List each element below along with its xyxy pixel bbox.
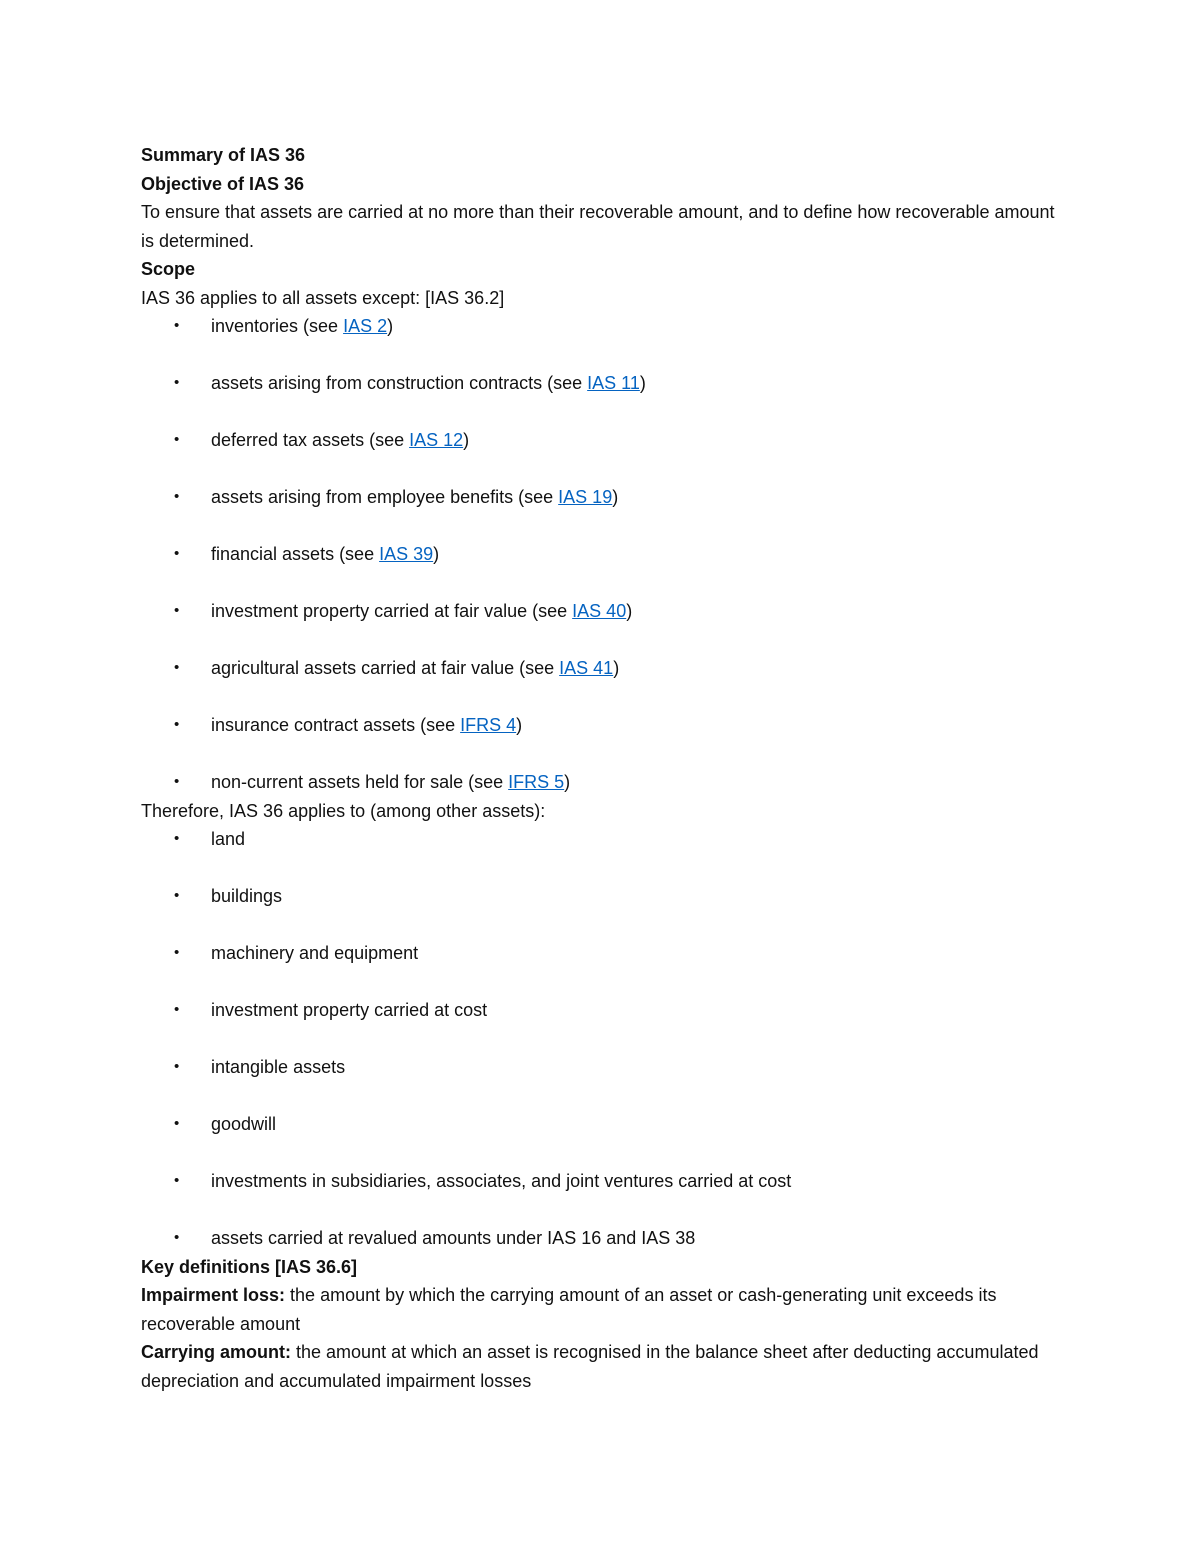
carrying-term: Carrying amount: (141, 1342, 292, 1362)
definitions-heading: Key definitions [IAS 36.6] (141, 1256, 358, 1277)
list-item (141, 1224, 1061, 1253)
objective-text: To ensure that assets are carried at no more than their recoverable amount, and to define how recoverable amount is determined. (141, 202, 1055, 251)
bullet-icon: • (174, 830, 180, 847)
carrying-definition (141, 1338, 1061, 1395)
ias-19-link[interactable]: IAS 19 (558, 487, 613, 507)
ifrs-5-link[interactable]: IFRS 5 (508, 772, 565, 792)
bullet-icon: • (174, 317, 180, 334)
list-item (141, 996, 1061, 1025)
paren-close: ) (433, 544, 440, 564)
list-item (141, 483, 1061, 512)
list-item (141, 597, 1061, 626)
paren-close: ) (516, 715, 523, 735)
list-item (141, 369, 1061, 398)
paren-close: ) (626, 601, 633, 621)
bullet-icon: • (174, 944, 180, 961)
bullet-icon: • (174, 659, 180, 676)
list-item-text: deferred tax assets (see (211, 430, 410, 450)
impairment-definition (141, 1281, 1061, 1338)
list-item (141, 768, 1061, 797)
list-item-text: intangible assets (211, 1057, 346, 1077)
list-item-text: investment property carried at fair value (see (211, 601, 573, 621)
list-item-text: investment property carried at cost (211, 1000, 488, 1020)
exceptions-list (141, 312, 1061, 797)
bullet-icon: • (174, 488, 180, 505)
bullet-icon: • (174, 431, 180, 448)
list-item-text: agricultural assets carried at fair value (see (211, 658, 560, 678)
ifrs-4-link[interactable]: IFRS 4 (460, 715, 517, 735)
ias-39-link[interactable]: IAS 39 (379, 544, 434, 564)
list-item-text: financial assets (see (211, 544, 380, 564)
bullet-icon: • (174, 887, 180, 904)
paren-close: ) (463, 430, 470, 450)
objective-heading: Objective of IAS 36 (141, 173, 305, 194)
paren-close: ) (613, 658, 620, 678)
list-item-text: non-current assets held for sale (see (211, 772, 509, 792)
bullet-icon: • (174, 716, 180, 733)
list-item (141, 825, 1061, 854)
list-item (141, 426, 1061, 455)
list-item (141, 312, 1061, 341)
bullet-icon: • (174, 545, 180, 562)
list-item (141, 882, 1061, 911)
document-title: Summary of IAS 36 (141, 145, 306, 165)
impairment-text: the amount by which the carrying amount of an asset or cash-generating unit exceeds its recoverable amount (141, 1285, 997, 1334)
bullet-icon: • (174, 602, 180, 619)
list-item (141, 1167, 1061, 1196)
ias-11-link[interactable]: IAS 11 (587, 373, 640, 393)
document-page (141, 141, 1061, 1395)
bullet-icon: • (174, 773, 180, 790)
bullet-icon: • (174, 1172, 180, 1189)
impairment-term: Impairment loss: (141, 1285, 286, 1305)
list-item (141, 654, 1061, 683)
ias-41-link[interactable]: IAS 41 (559, 658, 614, 678)
scope-intro: IAS 36 applies to all assets except: [IAS 36.2] (141, 287, 505, 308)
list-item-text: assets arising from employee benefits (see (211, 487, 559, 507)
list-item (141, 540, 1061, 569)
paren-close: ) (639, 373, 646, 393)
carrying-text: the amount at which an asset is recognised in the balance sheet after deducting accumulated depreciation and accumulated impairment losses (141, 1342, 1039, 1391)
paren-close: ) (612, 487, 619, 507)
list-item (141, 939, 1061, 968)
list-item-text: assets carried at revalued amounts under IAS 16 and IAS 38 (211, 1228, 696, 1248)
list-item (141, 1110, 1061, 1139)
list-item-text: buildings (211, 886, 283, 906)
bullet-icon: • (174, 1115, 180, 1132)
ias-2-link[interactable]: IAS 2 (343, 316, 388, 336)
list-item-text: goodwill (211, 1114, 277, 1134)
list-item-text: inventories (see (211, 316, 344, 336)
scope-heading: Scope (141, 259, 196, 279)
list-item (141, 1053, 1061, 1082)
paren-close: ) (387, 316, 394, 336)
therefore-text: Therefore, IAS 36 applies to (among other assets): (141, 800, 546, 821)
bullet-icon: • (174, 1001, 180, 1018)
list-item-text: investments in subsidiaries, associates, and joint ventures carried at cost (211, 1171, 792, 1191)
list-item (141, 711, 1061, 740)
ias-12-link[interactable]: IAS 12 (409, 430, 464, 450)
bullet-icon: • (174, 1229, 180, 1246)
paren-close: ) (564, 772, 571, 792)
list-item-text: insurance contract assets (see (211, 715, 461, 735)
applies-list (141, 825, 1061, 1253)
list-item-text: assets arising from construction contracts (see (211, 373, 588, 393)
bullet-icon: • (174, 1058, 180, 1075)
list-item-text: machinery and equipment (211, 943, 419, 963)
ias-40-link[interactable]: IAS 40 (572, 601, 627, 621)
bullet-icon: • (174, 374, 180, 391)
list-item-text: land (211, 829, 246, 849)
